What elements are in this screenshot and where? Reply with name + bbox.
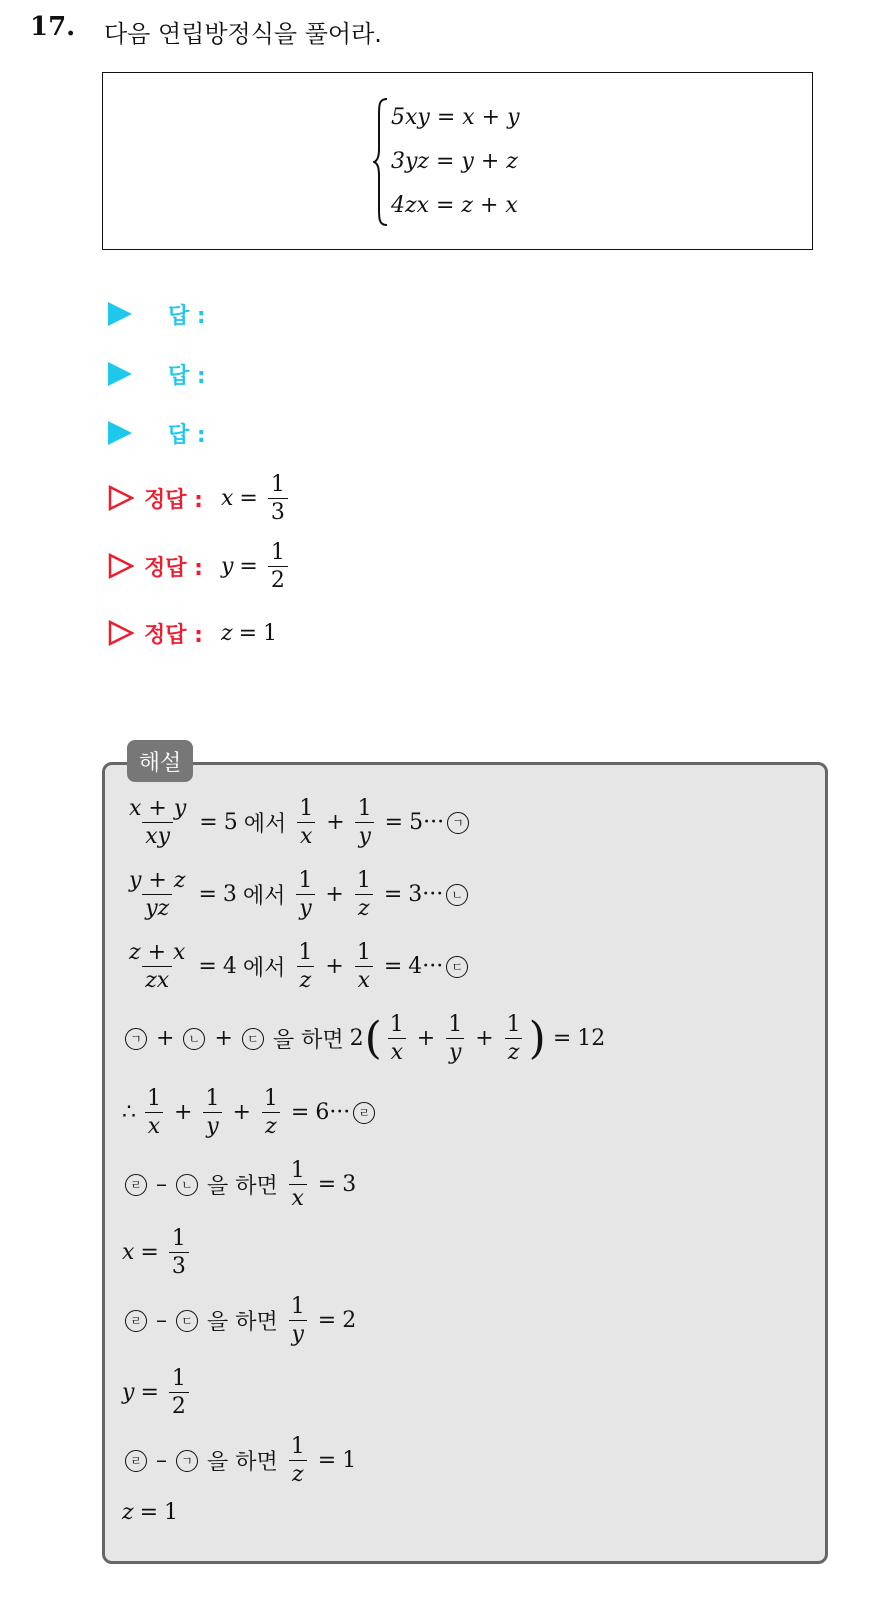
- answer-var: z: [220, 620, 233, 646]
- marker-rieul: ㄹ: [353, 1102, 375, 1124]
- solution-line-5: ∴ $\frac{1}{x}$ + $\frac{1}{y}$ + $\frac{1}{z}$ = 6 ··· ㄹ: [122, 1086, 378, 1139]
- outline-triangle-icon: [108, 485, 134, 511]
- correct-answer-y: 정답 : y = $\frac{1}{2}$: [108, 540, 292, 592]
- correct-label: 정답 :: [144, 555, 203, 581]
- outline-triangle-icon: [108, 553, 134, 579]
- solution-line-7: x = $\frac{1}{3}$: [122, 1226, 193, 1279]
- answer-label: 답 :: [168, 363, 206, 389]
- solution-line-2: $\frac{y + z}{yz}$ = 3 에서 $\frac{1}{y}$ + $\frac{1}{z}$ = 3 ··· ㄴ: [122, 868, 471, 921]
- answer-blank-2: [108, 354, 206, 394]
- equation-system-box: [102, 72, 813, 250]
- equation-2: 3yz = y + z: [391, 149, 518, 174]
- outline-triangle-icon: [108, 620, 134, 646]
- left-brace: [373, 97, 389, 227]
- marker-giyeok: ㄱ: [447, 812, 469, 834]
- solution-line-6: ㄹ – ㄴ 을 하면 $\frac{1}{x}$ = 3: [122, 1158, 356, 1211]
- correct-answer-x: 정답 : x = $\frac{1}{3}$: [108, 472, 292, 524]
- correct-answer-z: 정답 : z = 1: [108, 613, 277, 653]
- explanation-tab: 해설: [127, 740, 193, 782]
- answer-var: y: [220, 553, 234, 579]
- correct-label: 정답 :: [144, 487, 203, 513]
- solution-line-4: ㄱ + ㄴ + ㄷ 을 하면 2 ( $\frac{1}{x}$ + $\frac{1}{y}$ + $\frac{1}{z}$ ) = 12: [122, 1012, 605, 1065]
- answer-blank-3: [108, 413, 206, 453]
- equation-3: 4zx = z + x: [391, 193, 518, 218]
- solution-line-10: ㄹ – ㄱ 을 하면 $\frac{1}{z}$ = 1: [122, 1434, 356, 1487]
- solution-line-9: y = $\frac{1}{2}$: [122, 1366, 193, 1419]
- equation-1: 5xy = x + y: [391, 105, 520, 130]
- filled-triangle-icon: [108, 302, 132, 326]
- marker-digeut: ㄷ: [446, 956, 468, 978]
- marker-nieun: ㄴ: [446, 884, 468, 906]
- solution-line-3: $\frac{z + x}{zx}$ = 4 에서 $\frac{1}{z}$ + $\frac{1}{x}$ = 4 ··· ㄷ: [122, 940, 471, 993]
- answer-label: 답 :: [168, 303, 206, 329]
- answer-value: 1: [263, 620, 277, 646]
- answer-blank-1: [108, 294, 206, 334]
- question-text: 다음 연립방정식을 풀어라.: [104, 20, 382, 48]
- solution-line-1: $\frac{x + y}{xy}$ = 5 에서 $\frac{1}{x}$ + $\frac{1}{y}$ = 5 ··· ㄱ: [122, 796, 472, 849]
- filled-triangle-icon: [108, 362, 132, 386]
- correct-label: 정답 :: [144, 622, 203, 648]
- solution-line-11: z = 1: [122, 1500, 179, 1525]
- answer-var: x: [220, 485, 234, 511]
- question-number: 17.: [30, 12, 76, 42]
- answer-label: 답 :: [168, 422, 206, 448]
- solution-line-8: ㄹ – ㄷ 을 하면 $\frac{1}{y}$ = 2: [122, 1294, 356, 1347]
- filled-triangle-icon: [108, 421, 132, 445]
